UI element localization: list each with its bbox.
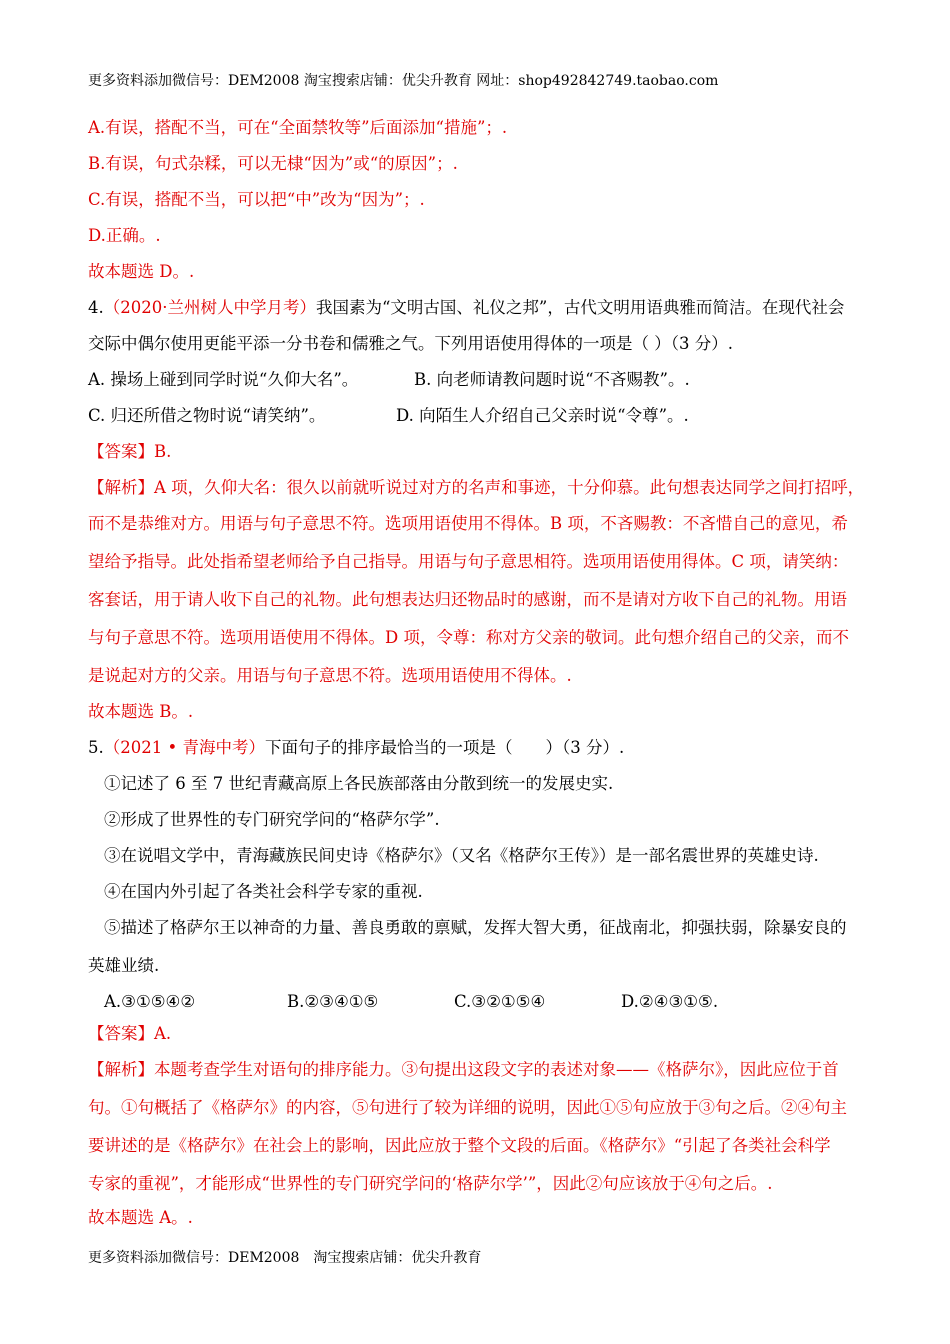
q4-analysis-line-3: 望给予指导。此处指希望老师给予自己指导。用语与句子意思相符。选项用语使用得体。C 项，请笑纳： xyxy=(88,552,849,571)
q5-answer-tag: 【答案】 xyxy=(88,1024,154,1043)
page-header: 更多资料添加微信号：DEM2008 淘宝搜索店铺：优尖升教育 网址：shop492842749.taobao.com xyxy=(88,73,719,89)
q5-sentence-2: ②形成了世界性的专门研究学问的“格萨尔学”. xyxy=(104,810,440,829)
q4-answer xyxy=(88,441,171,463)
q4-option-a: A. 操场上碰到同学时说“久仰大名”。 xyxy=(88,370,359,389)
q5-analysis-line-1 xyxy=(88,1059,839,1081)
q5-option-b: B.②③④①⑤ xyxy=(287,992,379,1011)
q4-analysis-line-4: 客套话，用于请人收下自己的礼物。此句想表达归还物品时的感谢，而不是请对方收下自己的礼物。用语 xyxy=(88,590,847,609)
page-footer: 更多资料添加微信号：DEM2008 淘宝搜索店铺：优尖升教育 xyxy=(88,1250,482,1266)
q4-stem-text: 我国素为“文明古国、礼仪之邦”，古代文明用语典雅而简洁。在现代社会 xyxy=(316,298,845,317)
q5-answer-value: A. xyxy=(154,1024,172,1043)
q4-number: 4. xyxy=(88,298,104,317)
q5-option-a: A.③①⑤④② xyxy=(104,992,196,1011)
q5-analysis-line-3: 要讲述的是《格萨尔》在社会上的影响，因此应放于整个文段的后面。《格萨尔》“引起了各类社会科学 xyxy=(88,1136,831,1155)
q5-sentence-5-cont: 英雄业绩. xyxy=(88,956,160,975)
q5-source: （2021 • 青海中考） xyxy=(103,738,265,757)
q5-option-d: D.②④③①⑤. xyxy=(621,992,719,1011)
q4-analysis-text: A 项，久仰大名：很久以前就听说过对方的名声和事迹，十分仰慕。此句想表达同学之间打招呼， xyxy=(154,478,865,497)
q5-stem-text: 下面句子的排序最恰当的一项是（ ）（3 分）. xyxy=(264,738,625,757)
q4-analysis-line-1 xyxy=(88,477,864,499)
prev-option-a-explanation: A.有误，搭配不当，可在“全面禁牧等”后面添加“措施”；. xyxy=(88,118,508,137)
q4-option-c: C. 归还所借之物时说“请笑纳”。 xyxy=(88,406,326,425)
q5-answer xyxy=(88,1023,171,1045)
q4-stem-line-1 xyxy=(88,297,844,319)
prev-option-d-explanation: D.正确。. xyxy=(88,226,161,245)
q5-analysis-line-2: 句。①句概括了《格萨尔》的内容，⑤句进行了较为详细的说明，因此①⑤句应放于③句之后。②④句主 xyxy=(88,1098,847,1117)
q5-option-c: C.③②①⑤④ xyxy=(454,992,546,1011)
prev-option-c-explanation: C.有误，搭配不当，可以把“中”改为“因为”；. xyxy=(88,190,425,209)
q5-sentence-3: ③在说唱文学中，青海藏族民间史诗《格萨尔》（又名《格萨尔王传》）是一部名震世界的英雄史诗. xyxy=(104,846,819,865)
q4-conclusion: 故本题选 B。. xyxy=(88,702,194,721)
q5-analysis-line-4: 专家的重视”，才能形成“世界性的专门研究学问的‘格萨尔学’”，因此②句应该放于④句之后。. xyxy=(88,1174,773,1193)
q4-analysis-line-5: 与句子意思不符。选项用语使用不得体。D 项，令尊：称对方父亲的敬词。此句想介绍自己的父亲，而不 xyxy=(88,628,849,647)
q5-sentence-4: ④在国内外引起了各类社会科学专家的重视. xyxy=(104,882,423,901)
q5-conclusion: 故本题选 A。. xyxy=(88,1208,193,1227)
prev-option-b-explanation: B.有误，句式杂糅，可以无棣“因为”或“的原因”；. xyxy=(88,154,458,173)
q5-number: 5. xyxy=(88,738,104,757)
q4-option-b: B. 向老师请教问题时说“不吝赐教”。. xyxy=(414,370,690,389)
q5-sentence-1: ①记述了 6 至 7 世纪青藏高原上各民族部落由分散到统一的发展史实. xyxy=(104,774,614,793)
q5-analysis-text: 本题考查学生对语句的排序能力。③句提出这段文字的表述对象——《格萨尔》，因此应位于首 xyxy=(154,1060,839,1079)
q4-stem-line-2: 交际中偶尔使用更能平添一分书卷和儒雅之气。下列用语使用得体的一项是（ ）（3 分）. xyxy=(88,334,733,353)
prev-conclusion: 故本题选 D。. xyxy=(88,262,195,281)
q4-answer-value: B. xyxy=(154,442,172,461)
q4-answer-tag: 【答案】 xyxy=(88,442,154,461)
q4-analysis-line-6: 是说起对方的父亲。用语与句子意思不符。选项用语使用不得体。. xyxy=(88,666,572,685)
q5-stem xyxy=(88,737,624,759)
q4-source: （2020·兰州树人中学月考） xyxy=(103,298,316,317)
q5-sentence-5: ⑤描述了格萨尔王以神奇的力量、善良勇敢的禀赋，发挥大智大勇，征战南北，抑强扶弱，除暴安良的 xyxy=(104,918,847,937)
q5-analysis-tag: 【解析】 xyxy=(88,1060,154,1079)
q4-analysis-tag: 【解析】 xyxy=(88,478,154,497)
q4-option-d: D. 向陌生人介绍自己父亲时说“令尊”。. xyxy=(396,406,689,425)
q4-analysis-line-2: 而不是恭维对方。用语与句子意思不符。选项用语使用不得体。B 项，不吝赐教：不吝惜自己的意见，希 xyxy=(88,514,848,533)
